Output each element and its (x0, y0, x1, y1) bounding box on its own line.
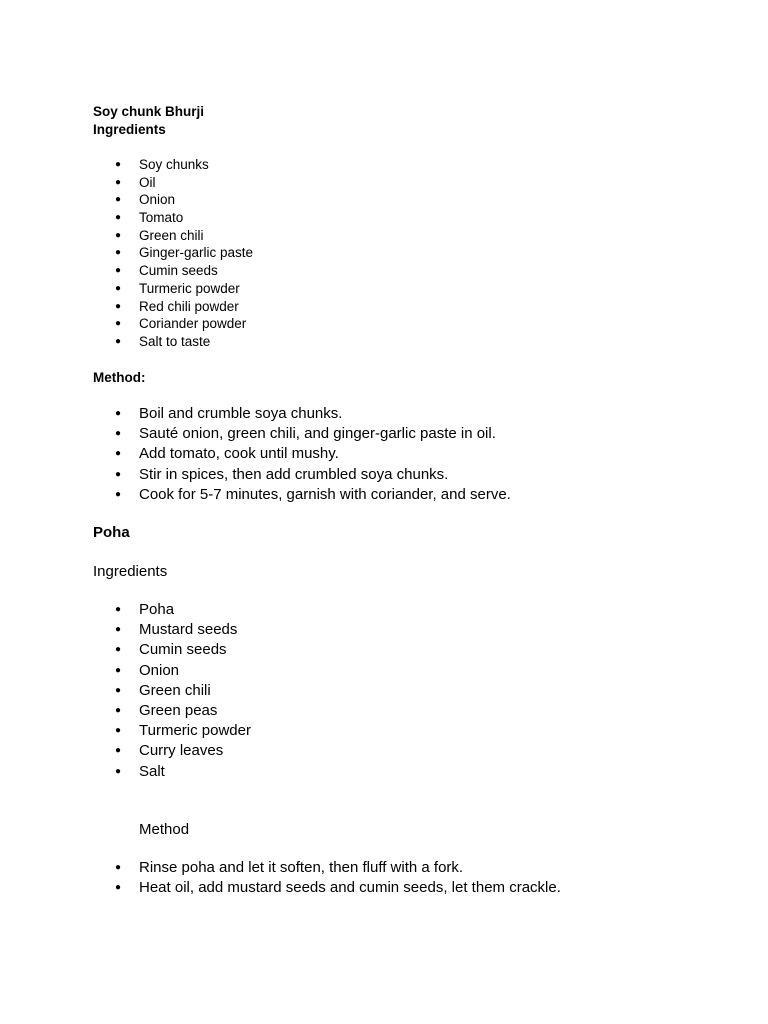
ingredients-list (93, 156, 253, 351)
list-item: ● Onion (93, 661, 251, 681)
list-item: ● Ginger-garlic paste (93, 244, 253, 262)
list-item: ● Cook for 5-7 minutes, garnish with coriander, and serve. (93, 485, 511, 505)
recipe-title: Poha (93, 524, 130, 541)
list-item: ● Curry leaves (93, 741, 251, 761)
list-item: ● Boil and crumble soya chunks. (93, 404, 511, 424)
list-item: ● Coriander powder (93, 315, 253, 333)
list-item: ● Green chili (93, 227, 253, 245)
list-item: ● Salt to taste (93, 333, 253, 351)
list-item: ● Red chili powder (93, 298, 253, 316)
list-item: ● Cumin seeds (93, 262, 253, 280)
ingredients-heading: Ingredients (93, 563, 168, 580)
list-item: ● Turmeric powder (93, 721, 251, 741)
list-item: ● Cumin seeds (93, 640, 251, 660)
list-item: ● Tomato (93, 209, 253, 227)
ingredients-list (93, 600, 251, 782)
list-item: ● Add tomato, cook until mushy. (93, 444, 511, 464)
list-item: ● Stir in spices, then add crumbled soya chunks. (93, 465, 511, 485)
method-heading: Method: (93, 370, 146, 385)
list-item: ● Sauté onion, green chili, and ginger-garlic paste in oil. (93, 424, 511, 444)
recipe-title: Soy chunk Bhurji (93, 104, 205, 119)
ingredients-heading: Ingredients (93, 122, 166, 137)
list-item: ● Onion (93, 191, 253, 209)
list-item: ● Turmeric powder (93, 280, 253, 298)
method-heading: Method (139, 821, 190, 838)
list-item: ● Green peas (93, 701, 251, 721)
list-item: ● Heat oil, add mustard seeds and cumin seeds, let them crackle. (93, 878, 561, 898)
list-item: ● Rinse poha and let it soften, then fluff with a fork. (93, 858, 561, 878)
list-item: ● Salt (93, 762, 251, 782)
list-item: ● Green chili (93, 681, 251, 701)
list-item: ● Soy chunks (93, 156, 253, 174)
list-item: ● Poha (93, 600, 251, 620)
method-list (93, 404, 511, 505)
method-list (93, 858, 561, 898)
list-item: ● Mustard seeds (93, 620, 251, 640)
list-item: ● Oil (93, 174, 253, 192)
